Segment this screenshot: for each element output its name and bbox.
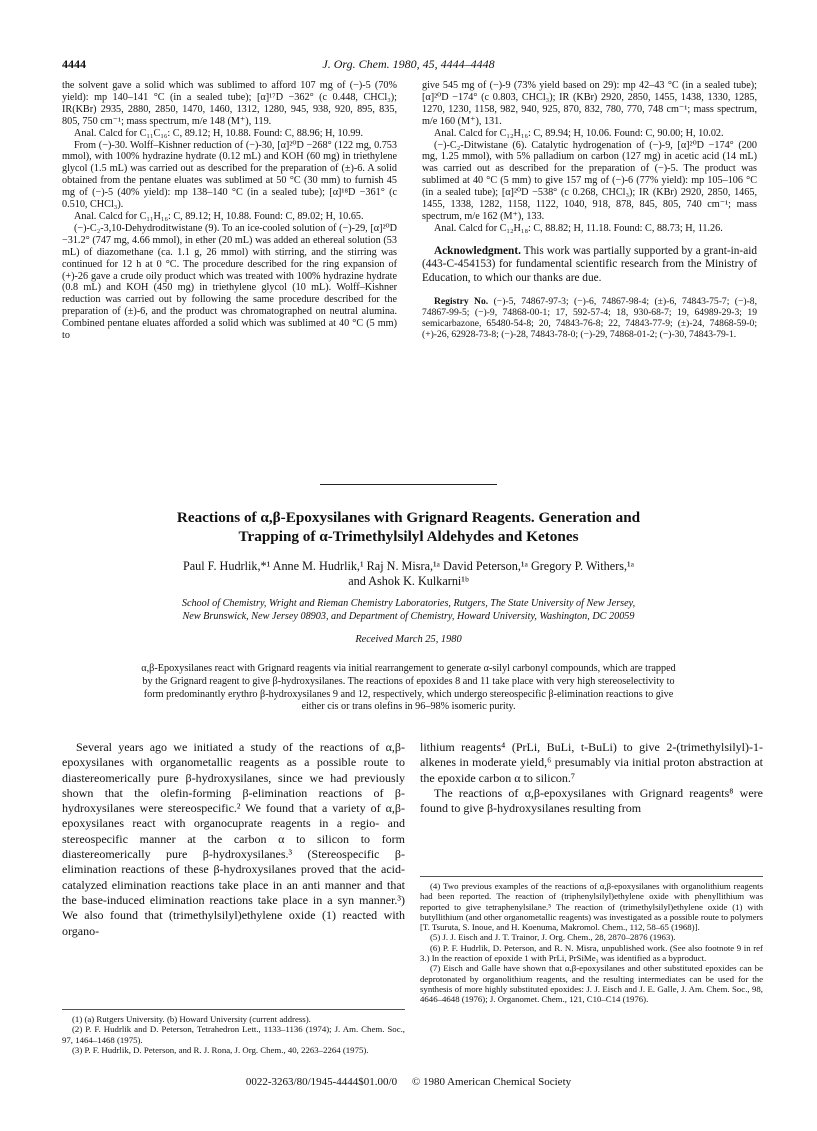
footnote: (7) Eisch and Galle have shown that α,β-epoxysilanes and other substituted epoxides can be deprotonated by organolithium reagents, and the resulting intermediates can be used for the synthesis of more highly substituted epoxides: J. J. Eisch and J. E. Galle, J. Am. Chem. Soc., 98, 4646–4648 (1976); J. Organomet. Chem., 121, C10–C14 (1976). <box>420 963 763 1005</box>
copyright: © 1980 American Chemical Society <box>411 1076 572 1088</box>
received-date: Received March 25, 1980 <box>355 634 462 645</box>
registry-text: (−)-5, 74867-97-3; (−)-6, 74867-98-4; (±)-6, 74843-75-7; (−)-8, 74867-99-5; (−)-9, 74868-00-1; 17, 592-57-4; 18, 930-68-7; 19, 64989-29-3; 19 semicarbazone, 65480-54-8; 20, 74843-76-8; 22, 74843-77-9; (±)-24, 74868-59-0; (+)-26, 62928-73-8; (−)-28, 74843-78-0; (−)-29, 74868-01-2; (−)-30, 74843-79-1. <box>422 295 757 341</box>
footnote: (1) (a) Rutgers University. (b) Howard University (current address). <box>72 1014 311 1024</box>
body-paragraph: Several years ago we initiated a study of the reactions of α,β-epoxysilanes with organometallic reagents as a possible route to diastereomerically pure β-hydroxysilanes, since we had previously shown that the olefin-forming β-elimination reactions of β-hydroxysilanes were stereospecific.² We found that a variety of α,β-epoxysilanes react with organocuprate reagents in a regio- and stereospecific manner at the carbon α to silicon to form diastereomerically pure β-hydroxysilanes.³ (Stereospecific β-elimination reactions of these β-hydroxysilanes proved that the acid-catalyzed elimination reactions take place in an anti manner and that the base-induced elimination reactions take place in a syn manner.³) We also found that (trimethylsilyl)ethylene oxide (1) reacted with organo- <box>62 740 405 938</box>
footnote: (6) P. F. Hudrlik, D. Peterson, and R. N. Misra, unpublished work. (See also footnote 9 in ref 3.) In the reaction of epoxide 1 with PrLi, PrSiMe₃ was identified as a byproduct. <box>420 942 763 964</box>
article-title <box>60 508 757 546</box>
body-paragraph: lithium reagents⁴ (PrLi, BuLi, t-BuLi) to give 2-(trimethylsilyl)-1-alkenes in moderate yield,⁶ presumably via initial proton abstraction at the epoxide carbon α to silicon.⁷ <box>420 740 763 785</box>
paragraph: From (−)-30. Wolff–Kishner reduction of (−)-30, [α]²⁰D −268° (122 mg, 0.753 mmol), with 100% hydrazine hydrate (0.12 mL) and KOH (60 mg) in triethylene glycol (1.5 mL) was carried out as described for the preparation of (±)-6. A solid obtained from the pentane eluates was sublimed at 50 °C (30 mm) to furnish 45 mg of (−)-5 (40% yield): mp 138–140 °C (in a sealed tube); [α]¹⁸D −361° (c 0.510, CHCl₃). <box>62 139 397 211</box>
abstract: α,β-Epoxysilanes react with Grignard reagents via initial rearrangement to generate α-silyl carbonyl compounds, which are trapped by the Grignard reagent to give β-hydroxysilanes. The reactions of epoxides 8 and 11 take place with very high stereoselectivity to form predominantly erythro β-hydroxysilanes 9 and 12, respectively, which undergo stereospecific β-elimination reactions to give either cis or trans olefins in 96–98% isomeric purity. <box>141 663 676 713</box>
paragraph: (−)-C₂-3,10-Dehydroditwistane (9). To an ice-cooled solution of (−)-29, [α]²⁰D −31.2° (747 mg, 4.66 mmol), in ether (20 mL) was added an ethereal solution (53 mL) of diazomethane (ca. 1.1 g, 26 mmol) with stirring, and the stirring was continued for 12 h at 0 °C. The procedure described for the ring expansion of (+)-26 gave a crude oily product which was treated with 100% hydrazine hydrate (0.8 mL) and KOH (450 mg) in triethylene glycol (10 mL). Wolff–Kishner reduction was carried out by following the same procedure described for the preparation of (±)-6, and the product was chromatographed on neutral alumina. Combined pentane eluates afforded a solid which was sublimed at 40 °C (5 mm) to <box>62 222 397 342</box>
footnotes-left <box>62 1009 405 1055</box>
footnote: (5) J. J. Eisch and J. T. Trainor, J. Org. Chem., 28, 2870–2876 (1963). <box>430 932 676 943</box>
affiliation-line: School of Chemistry, Wright and Rieman Chemistry Laboratories, Rutgers, The State University of New Jersey, <box>181 598 636 609</box>
registry-label: Registry No. <box>434 295 489 307</box>
affiliations <box>90 598 727 623</box>
page-number: 4444 <box>62 57 86 71</box>
paragraph: (−)-C₂-Ditwistane (6). Catalytic hydrogenation of (−)-9, [α]²⁰D −174° (200 mg, 1.25 mmol), with 5% palladium on carbon (127 mg) in acetic acid (14 mL) was carried out as described for the preparation of (−)-5. The product was sublimed at 40 °C (5 mm) to give 157 mg of (−)-6 (77% yield): mp 105–106 °C (in a sealed tube); [α]²⁰D −538° (c 0.268, CHCl₃); IR (KBr) 2920, 2850, 1465, 1455, 1338, 1282, 1158, 1122, 1040, 918, 878, 845, 805, 740 cm⁻¹; mass spectrum, m/e 162 (M⁺), 133. <box>422 139 757 222</box>
page-footer <box>0 1076 817 1088</box>
body-right-column <box>420 740 763 816</box>
footnotes-right <box>420 876 763 1005</box>
paragraph: the solvent gave a solid which was sublimed to afford 107 mg of (−)-5 (70% yield): mp 140–141 °C (in a sealed tube); [α]¹⁷D −362° (c 0.448, CHCl₃); IR(KBr) 2935, 2880, 2850, 1470, 1460, 1312, 1280, 945, 938, 920, 895, 835, 805, 750 cm⁻¹; mass spectrum, m/e 148 (M⁺), 119. <box>62 80 397 127</box>
footnote: (4) Two previous examples of the reactions of α,β-epoxysilanes with organolithium reagents had been reported. The reaction of (triphenylsilyl)ethylene oxide with phenyllithium was reported to give tetraphenylsilane.⁵ The reaction of (trimethylsilyl)ethylene oxide (1) with butyllithium (and other organometallic reagents) was investigated as a possible route to polymers [T. Tsuruta, S. Inoue, and H. Koenuma, Makromol. Chem., 112, 58–65 (1968)]. <box>420 881 763 933</box>
paragraph: Anal. Calcd for C₁₁C₁₆: C, 89.12; H, 10.88. Found: C, 88.96; H, 10.99. <box>74 127 363 139</box>
title-line: Reactions of α,β-Epoxysilanes with Grignard Reagents. Generation and <box>176 509 641 526</box>
acknowledgment-label: Acknowledgment. <box>434 244 521 257</box>
title-line: Trapping of α-Trimethylsilyl Aldehydes and Ketones <box>238 528 579 545</box>
paragraph: Anal. Calcd for C₁₂H₁₆: C, 89.94; H, 10.06. Found: C, 90.00; H, 10.02. <box>434 127 724 139</box>
body-paragraph: The reactions of α,β-epoxysilanes with Grignard reagents⁸ were found to give β-hydroxysilanes resulting from <box>420 785 763 816</box>
acknowledgment-text: This work was partially supported by a grant-in-aid (443-C-454153) for fundamental scientific research from the Ministry of Education, to which our thanks are due. <box>422 244 757 284</box>
footnote: (2) P. F. Hudrlik and D. Peterson, Tetrahedron Lett., 1133–1136 (1974); J. Am. Chem. Soc., 97, 1464–1468 (1975). <box>62 1024 405 1045</box>
paragraph: give 545 mg of (−)-9 (73% yield based on 29): mp 42–43 °C (in a sealed tube); [α]²⁰D −174° (c 0.803, CHCl₃); IR (KBr) 2920, 2850, 1455, 1438, 1330, 1285, 1270, 1230, 1158, 982, 940, 925, 870, 832, 780, 770, 748 cm⁻¹; mass spectrum, m/e 160 (M⁺), 131. <box>422 80 757 127</box>
article-separator-rule <box>320 484 497 485</box>
article-code: 0022-3263/80/1945-4444$01.00/0 <box>245 1076 398 1088</box>
registry-numbers <box>422 296 757 341</box>
acknowledgment <box>422 245 757 286</box>
affiliation-line: New Brunswick, New Jersey 08903, and Department of Chemistry, Howard University, Washington, DC 20059 <box>182 610 635 622</box>
authors-line: and Ashok K. Kulkarni¹ᵇ <box>348 574 469 588</box>
prev-article-right-column <box>422 80 757 341</box>
authors-line: Paul F. Hudrlik,*¹ Anne M. Hudrlik,¹ Raj N. Misra,¹ᵃ David Peterson,¹ᵃ Gregory P. Withers,¹ᵃ <box>182 559 635 573</box>
paragraph: Anal. Calcd for C₁₂H₁₈: C, 88.82; H, 11.18. Found: C, 88.73; H, 11.26. <box>434 222 723 234</box>
body-left-column <box>62 740 405 939</box>
footnote: (3) P. F. Hudrlik, D. Peterson, and R. J. Rona, J. Org. Chem., 40, 2263–2264 (1975). <box>72 1044 369 1055</box>
prev-article-left-column <box>62 80 397 342</box>
paragraph: Anal. Calcd for C₁₁H₁₆: C, 89.12; H, 10.88. Found: C, 89.02; H, 10.65. <box>74 210 364 222</box>
author-list <box>60 559 757 589</box>
running-header: J. Org. Chem. 1980, 45, 4444–4448 <box>322 57 495 71</box>
